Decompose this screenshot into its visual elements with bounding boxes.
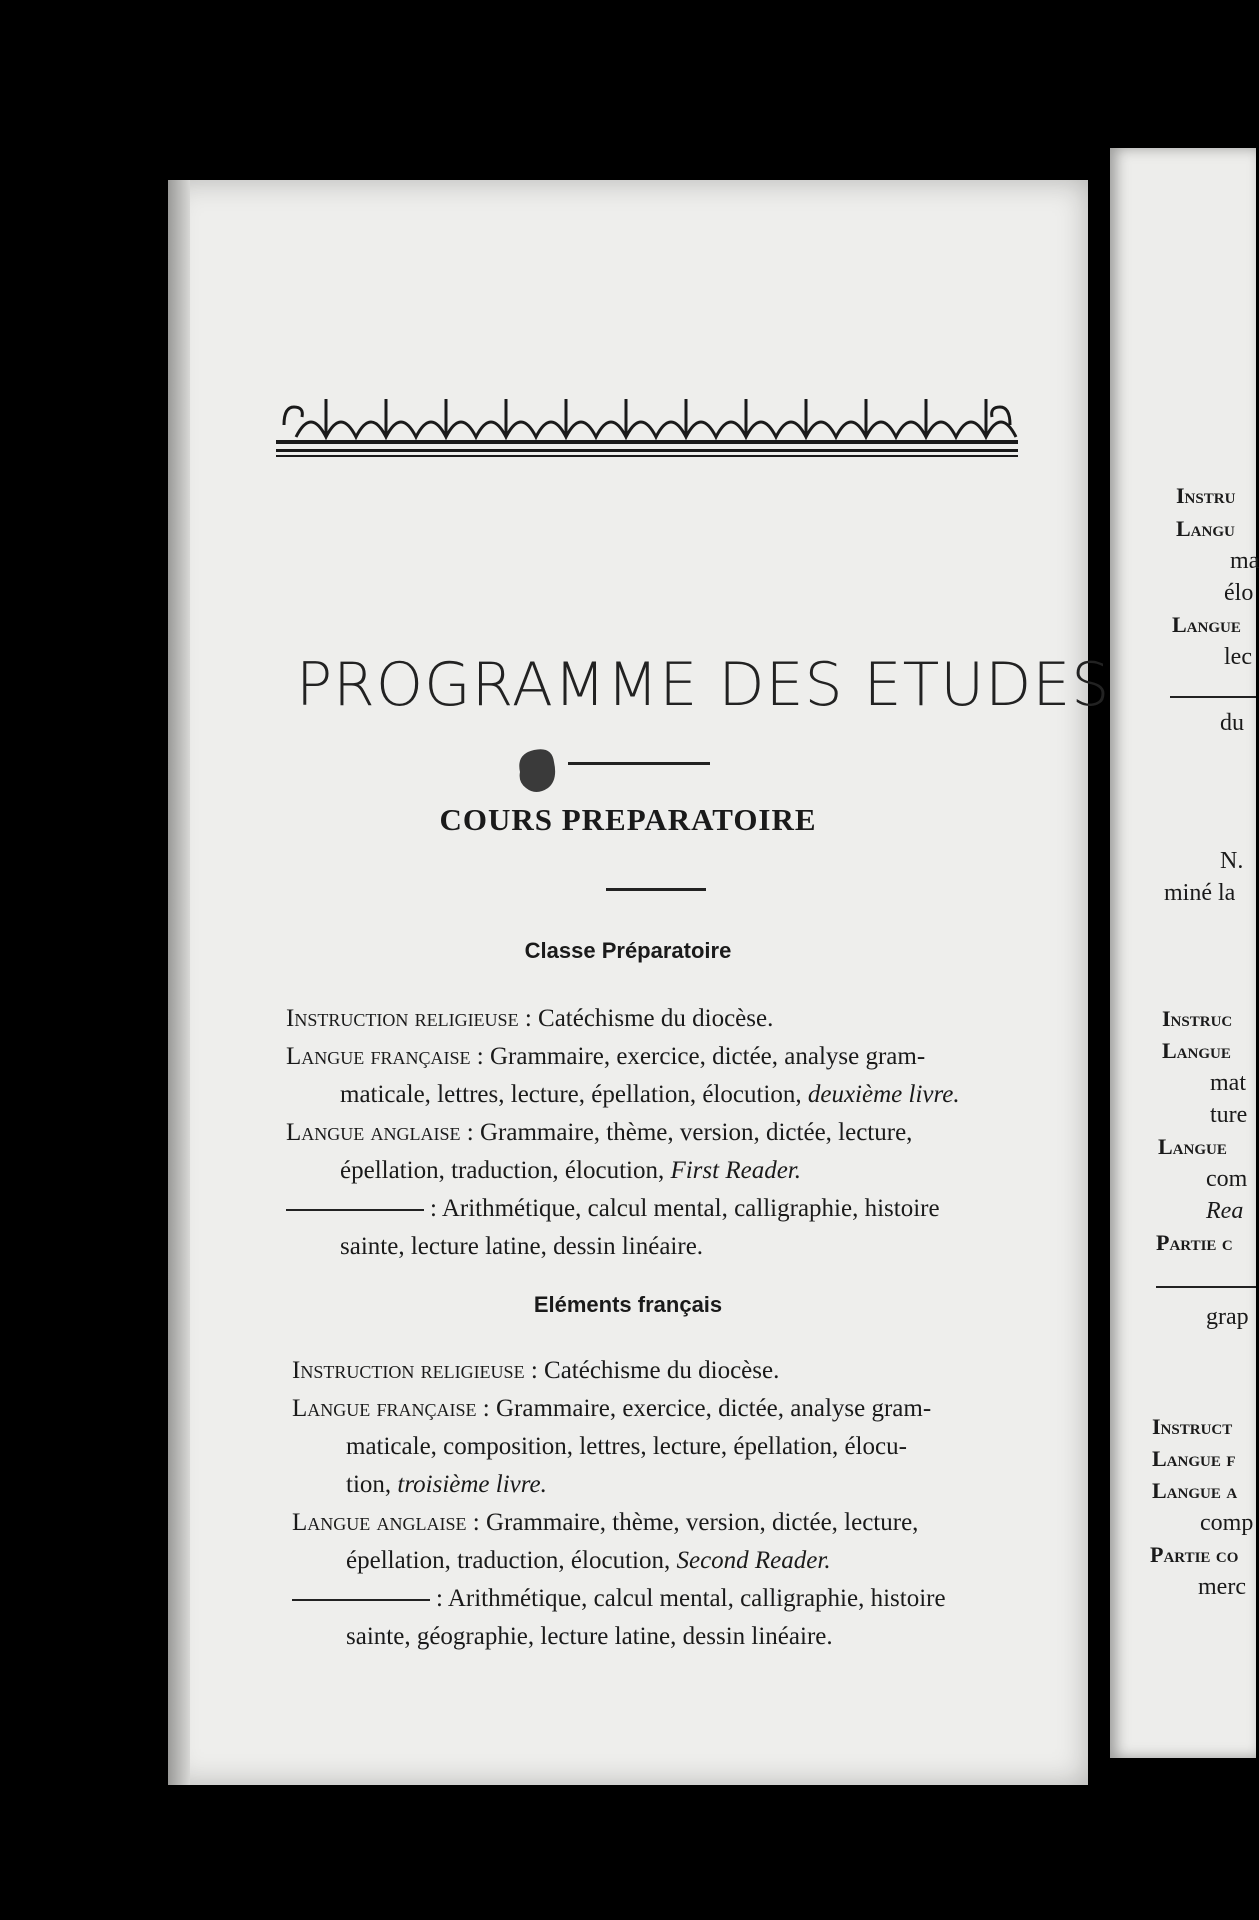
page-title: PROGRAMME DES ETUDES: [296, 650, 1111, 720]
right-fragment: Langu: [1176, 516, 1235, 541]
ink-blot: [508, 742, 568, 802]
entry-continuation: sainte, lecture latine, dessin linéaire.: [340, 1233, 704, 1260]
entry-continuation: maticale, lettres, lecture, épellation, élocution, deuxième livre.: [340, 1081, 960, 1108]
right-fragment: miné la: [1164, 880, 1236, 906]
right-fragment: Rea: [1206, 1198, 1244, 1224]
right-rule: [1170, 696, 1256, 698]
entry-text: Catéchisme du diocèse.: [538, 1005, 774, 1032]
right-fragment: Partie co: [1150, 1542, 1239, 1567]
right-fragment: lec: [1224, 644, 1252, 670]
entry-label: Langue française: [286, 1043, 471, 1070]
right-fragment: Langue: [1162, 1038, 1231, 1063]
entry-separator: :: [470, 1043, 490, 1070]
ditto-dash: [286, 1209, 424, 1211]
entry-other: [286, 1190, 1026, 1266]
right-fragment: mat: [1210, 1070, 1246, 1096]
entry-text: Catéchisme du diocèse.: [544, 1357, 780, 1384]
entry-text: Grammaire, exercice, dictée, analyse gram-: [490, 1043, 926, 1070]
right-fragment: ma: [1230, 548, 1259, 574]
entry-english: [292, 1504, 1032, 1580]
entry-separator: :: [430, 1195, 442, 1222]
entry-continuation: maticale, composition, lettres, lecture, épellation, élocu-: [346, 1433, 907, 1460]
course-subtitle: COURS PREPARATOIRE: [439, 802, 817, 837]
right-fragment: merc: [1198, 1574, 1246, 1600]
entry-text: Grammaire, thème, version, dictée, lecture,: [479, 1119, 913, 1146]
entry-religious: [292, 1352, 1032, 1390]
entry-continuation: épellation, traduction, élocution, First Reader.: [340, 1157, 802, 1184]
right-fragment: Langue: [1172, 612, 1241, 637]
decorative-header-ornament: [276, 385, 1018, 460]
entry-continuation: épellation, traduction, élocution, Second Reader.: [346, 1547, 831, 1574]
title-divider: [568, 762, 710, 765]
right-fragment: Langue f: [1152, 1446, 1236, 1471]
right-fragment: Langue a: [1152, 1478, 1238, 1503]
entry-continuation: sainte, géographie, lecture latine, dessin linéaire.: [346, 1623, 833, 1650]
right-fragment: N.: [1220, 848, 1244, 874]
entry-english: [286, 1114, 1026, 1190]
entry-separator: :: [436, 1585, 448, 1612]
section-title: Classe Préparatoire: [524, 938, 732, 963]
entry-text: Arithmétique, calcul mental, calligraphie, histoire: [447, 1585, 946, 1612]
section-entries: [292, 1352, 1032, 1656]
entry-label: Langue anglaise: [292, 1509, 467, 1536]
section-entries: [286, 1000, 1026, 1266]
entry-continuation: tion, troisième livre.: [346, 1471, 547, 1498]
right-fragment: Instruct: [1152, 1414, 1233, 1439]
entry-other: [292, 1580, 1032, 1656]
entry-text: Grammaire, exercice, dictée, analyse gram-: [496, 1395, 932, 1422]
entry-text: Grammaire, thème, version, dictée, lecture,: [485, 1509, 919, 1536]
entry-label: Langue anglaise: [286, 1119, 461, 1146]
right-fragment: Instru: [1176, 483, 1236, 508]
right-fragment: comp: [1200, 1510, 1254, 1536]
entry-label: Instruction religieuse: [292, 1357, 525, 1384]
right-fragment: du: [1220, 710, 1244, 736]
right-fragment: Partie c: [1156, 1230, 1233, 1255]
entry-label: Instruction religieuse: [286, 1005, 519, 1032]
entry-french: [292, 1390, 1032, 1504]
entry-italic: troisième livre.: [397, 1471, 547, 1498]
entry-italic: deuxième livre.: [807, 1081, 960, 1108]
entry-separator: :: [476, 1395, 496, 1422]
right-fragment: ture: [1210, 1102, 1248, 1128]
section-title: Eléments français: [533, 1292, 723, 1317]
entry-separator: :: [466, 1509, 486, 1536]
entry-religious: [286, 1000, 1026, 1038]
left-page: [168, 180, 1111, 1785]
right-fragment: com: [1206, 1166, 1248, 1192]
entry-italic: First Reader.: [670, 1157, 802, 1184]
entry-separator: :: [518, 1005, 539, 1032]
right-page-cropped: [1110, 148, 1259, 1758]
page-binding-edge: [168, 180, 190, 1785]
entry-italic: Second Reader.: [676, 1547, 831, 1574]
entry-text: Arithmétique, calcul mental, calligraphie, histoire: [441, 1195, 940, 1222]
entry-separator: :: [460, 1119, 480, 1146]
ditto-dash: [292, 1599, 430, 1601]
entry-french: [286, 1038, 1026, 1114]
right-rule: [1156, 1286, 1256, 1288]
subtitle-divider: [606, 888, 706, 891]
right-fragment: grap: [1206, 1304, 1249, 1330]
right-fragment: Langue: [1158, 1134, 1227, 1159]
right-fragment: Instruc: [1162, 1006, 1233, 1031]
entry-label: Langue française: [292, 1395, 477, 1422]
entry-separator: :: [524, 1357, 545, 1384]
right-fragment: élo: [1224, 580, 1254, 606]
